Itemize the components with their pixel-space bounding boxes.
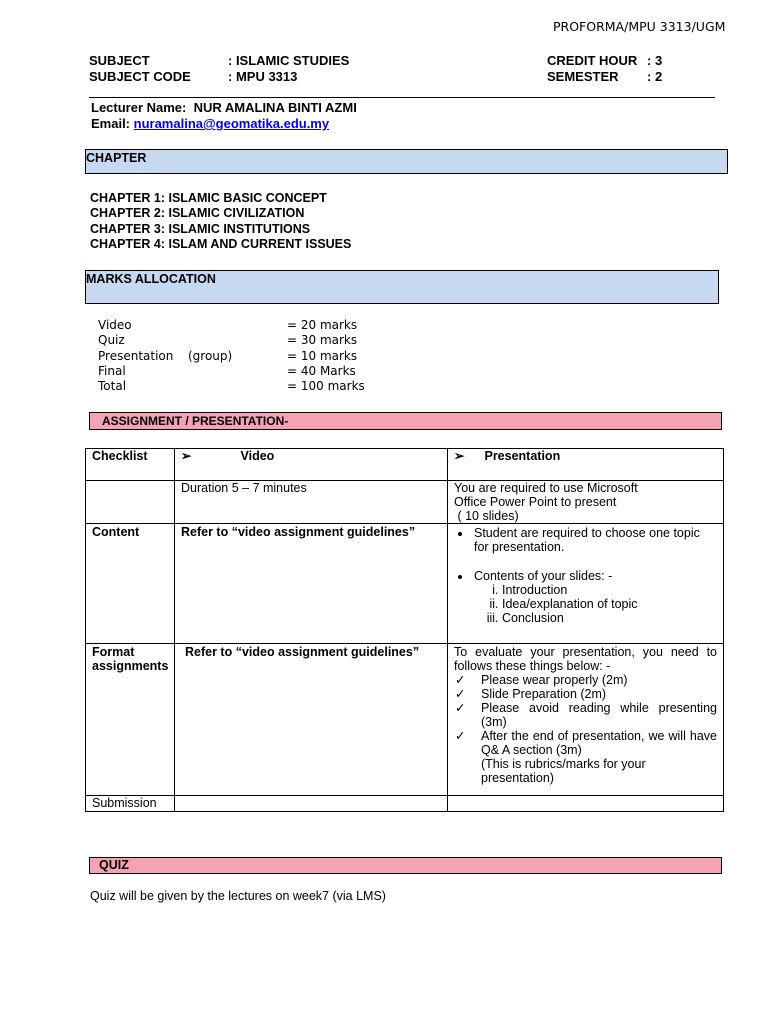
- semester-value: : 2: [647, 69, 663, 84]
- assignment-section-bar: [89, 412, 722, 430]
- content-video-text: Refer to “video assignment guidelines”: [181, 525, 416, 539]
- marks-value: = 40 Marks: [287, 363, 356, 378]
- marks-value: = 20 marks: [287, 318, 358, 332]
- rubric-checklist: [454, 673, 717, 757]
- table-cell: [175, 481, 448, 524]
- content-label: Content: [92, 525, 140, 539]
- list-item: ii. Idea/explanation of topic: [502, 597, 717, 611]
- subject-label: SUBJECT: [89, 53, 150, 68]
- table-cell: [86, 481, 175, 524]
- lecturer-name: NUR AMALINA BINTI AZMI: [193, 100, 357, 115]
- header-video-label: Video: [240, 449, 275, 463]
- chapter-item: CHAPTER 4: ISLAM AND CURRENT ISSUES: [90, 236, 352, 251]
- table-cell: [175, 796, 448, 812]
- list-item: • Student are required to choose one topic for presentation.: [472, 526, 717, 554]
- table-cell: [86, 524, 175, 644]
- marks-value: = 30 marks: [287, 333, 358, 348]
- check-icon: ✓: [455, 701, 466, 715]
- table-cell: [448, 524, 724, 644]
- format-label-line: assignments: [92, 659, 169, 673]
- arrow-bullet-icon: ➢: [181, 449, 192, 463]
- check-icon: ✓: [455, 687, 466, 701]
- arrow-bullet-icon: ➢: [454, 449, 465, 463]
- email-line: [91, 116, 329, 132]
- semester-label: SEMESTER: [547, 69, 619, 84]
- assignment-section-title: ASSIGNMENT / PRESENTATION-: [102, 414, 289, 428]
- chapter-section-title: CHAPTER: [86, 151, 147, 165]
- marks-tag: (group): [188, 348, 233, 363]
- table-header-row: [86, 449, 724, 481]
- table-row-content: [86, 524, 724, 644]
- submission-label: Submission: [92, 796, 157, 810]
- list-item: ✓ Please wear properly (2m): [455, 673, 628, 687]
- table-row-format: [86, 644, 724, 796]
- table-cell: [448, 481, 724, 524]
- marks-item: Quiz: [98, 333, 125, 348]
- checklist-table: [85, 448, 724, 812]
- slide-contents-list: [454, 583, 717, 625]
- table-cell: [175, 644, 448, 796]
- chapter-list: [90, 191, 351, 252]
- credit-hour-value: : 3: [647, 53, 663, 68]
- video-duration: Duration 5 – 7 minutes: [181, 481, 307, 495]
- email-label: Email:: [91, 116, 131, 131]
- list-item-text: Contents of your slides: -: [474, 569, 613, 583]
- document-code: PROFORMA/MPU 3313/UGM: [553, 19, 726, 34]
- chapter-item: CHAPTER 2: ISLAMIC CIVILIZATION: [90, 206, 305, 221]
- marks-value: = 100 marks: [287, 379, 365, 394]
- header-cell-presentation: [448, 449, 724, 481]
- subject-code-value: : MPU 3313: [228, 69, 298, 84]
- subject-value: : ISLAMIC STUDIES: [228, 53, 350, 68]
- table-row-duration: [86, 481, 724, 524]
- list-item: iii. Conclusion: [502, 611, 717, 625]
- table-cell: [448, 796, 724, 812]
- check-icon: ✓: [455, 673, 466, 687]
- check-icon: ✓: [455, 729, 466, 743]
- list-item: ✓ Please avoid reading while presenting (3m): [455, 701, 717, 729]
- presentation-requirement-line: ( 10 slides): [454, 509, 519, 523]
- format-label-line: Format: [92, 645, 135, 659]
- list-item: i. Introduction: [502, 583, 717, 597]
- lecturer-line: [91, 100, 357, 116]
- marks-item: Video: [98, 318, 132, 332]
- chapter-item: CHAPTER 3: ISLAMIC INSTITUTIONS: [90, 221, 311, 236]
- chapter-section-bar: [85, 149, 728, 174]
- content-bullets: [454, 526, 717, 583]
- marks-item: Presentation: [98, 348, 174, 363]
- chapter-item: CHAPTER 1: ISLAMIC BASIC CONCEPT: [90, 191, 327, 205]
- header-cell-checklist: Checklist: [86, 449, 175, 481]
- table-cell: [175, 524, 448, 644]
- table-cell: [86, 644, 175, 796]
- list-item: ✓ After the end of presentation, we will have Q& A section (3m): [455, 729, 717, 757]
- email-link[interactable]: nuramalina@geomatika.edu.my: [133, 116, 330, 131]
- header-cell-video: [175, 449, 448, 481]
- table-cell: [448, 644, 724, 796]
- marks-value: = 10 marks: [287, 348, 358, 363]
- format-intro: To evaluate your presentation, you need to follows these things below: -: [454, 645, 717, 673]
- table-row-submission: [86, 796, 724, 812]
- presentation-requirement-line: You are required to use Microsoft: [454, 481, 638, 495]
- format-video-text: Refer to “video assignment guidelines”: [185, 645, 420, 659]
- marks-item: Total: [98, 379, 127, 394]
- quiz-section-title: QUIZ: [99, 858, 129, 872]
- presentation-requirement-line: Office Power Point to present: [454, 495, 617, 509]
- lecturer-name-label: Lecturer Name:: [91, 100, 187, 115]
- subject-code-label: SUBJECT CODE: [89, 69, 191, 84]
- marks-section-bar: [85, 270, 719, 304]
- list-item: ✓ Slide Preparation (2m): [455, 687, 607, 701]
- header-presentation-label: Presentation: [484, 449, 561, 463]
- credit-hour-label: CREDIT HOUR: [547, 53, 638, 68]
- table-cell: [86, 796, 175, 812]
- rubric-note: (This is rubrics/marks for your presentation): [481, 757, 646, 785]
- marks-section-title: MARKS ALLOCATION: [86, 272, 216, 286]
- list-item: [472, 569, 717, 583]
- header-divider: [89, 97, 715, 98]
- quiz-section-bar: [89, 857, 722, 874]
- quiz-info: Quiz will be given by the lectures on week7 (via LMS): [90, 889, 386, 903]
- marks-item: Final: [98, 363, 126, 378]
